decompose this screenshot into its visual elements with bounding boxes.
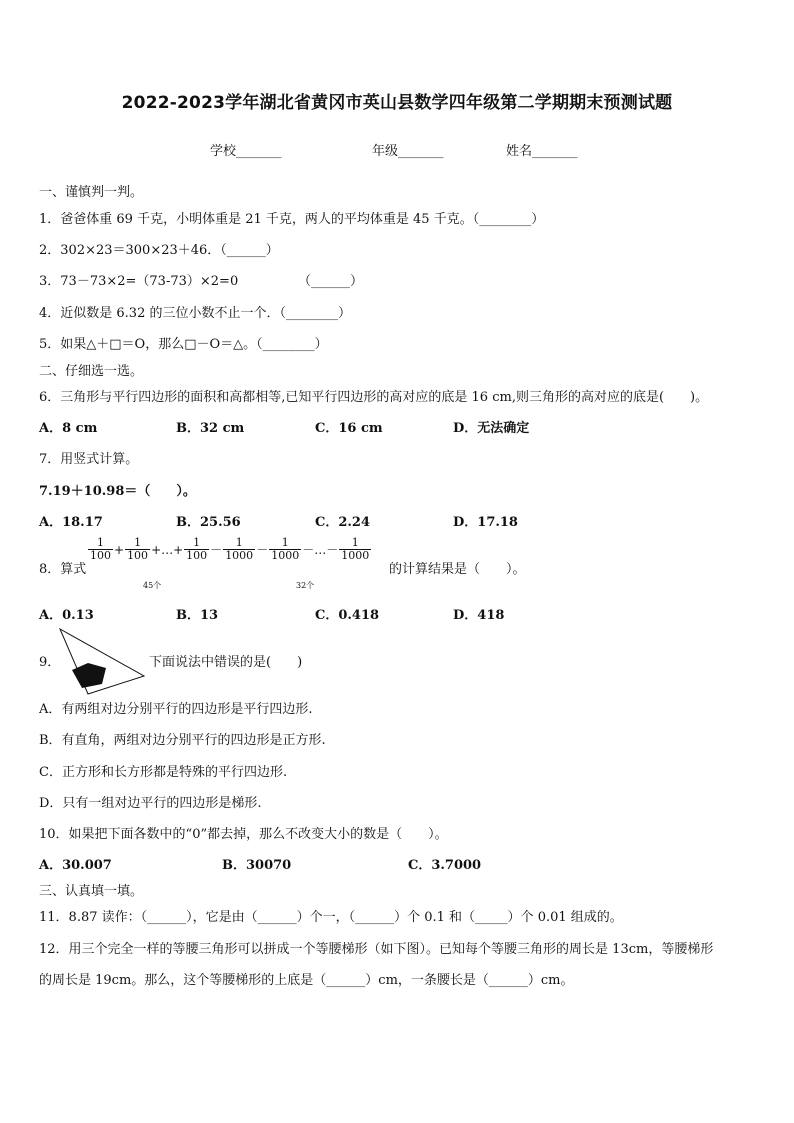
grade-field[interactable]: 年级_______ <box>372 144 444 159</box>
question-1: 1．爸爸体重 69 千克，小明体重是 21 千克，两人的平均体重是 45 千克。（________） <box>39 212 545 227</box>
fraction-4: $\frac{1}{1000}$ <box>225 536 254 562</box>
question-9-number: 9． <box>39 655 61 670</box>
question-7: 7．用竖式计算。 <box>39 452 139 467</box>
q7-option-a[interactable]: A．18.17 <box>39 515 103 530</box>
question-11: 11．8.87 读作：（______），它是由（______）个一，（______）个 0.1 和（_____）个 0.01 组成的。 <box>39 910 623 925</box>
q6-option-b[interactable]: B．32 cm <box>176 421 245 436</box>
fraction-6: $\frac{1}{1000}$ <box>341 536 370 562</box>
q7-option-d[interactable]: D．17.18 <box>453 515 518 530</box>
question-12-line-2: 的周长是 19cm。那么，这个等腰梯形的上底是（______）cm，一条腰长是（______）cm。 <box>39 973 574 988</box>
question-8-suffix: 的计算结果是（ ）。 <box>389 562 526 577</box>
q10-option-c[interactable]: C．3.7000 <box>408 858 482 873</box>
q6-option-d[interactable]: D．无法确定 <box>453 421 530 436</box>
fraction-3: $\frac{1}{100}$ <box>186 536 208 562</box>
name-field[interactable]: 姓名_______ <box>506 144 578 159</box>
q9-option-a[interactable]: A．有两组对边分别平行的四边形是平行四边形. <box>39 702 313 717</box>
question-9-text: 下面说法中错误的是( ) <box>149 655 303 670</box>
q9-option-d[interactable]: D．只有一组对边平行的四边形是梯形. <box>39 796 262 811</box>
question-10: 10．如果把下面各数中的“0”都去掉，那么不改变大小的数是（ ）。 <box>39 827 448 842</box>
section-3-heading: 三、认真填一填。 <box>39 884 144 899</box>
q8-option-d[interactable]: D．418 <box>453 608 505 623</box>
operator: +…+ <box>151 542 184 557</box>
operator: － <box>210 543 223 557</box>
fraction-1: $\frac{1}{100}$ <box>90 536 111 562</box>
q10-option-b[interactable]: B．30070 <box>222 858 292 873</box>
q8-option-c[interactable]: C．0.418 <box>315 608 380 623</box>
question-7-expression: 7.19＋10.98＝（ ）。 <box>39 484 196 499</box>
question-8-prefix: 8．算式 <box>39 562 87 577</box>
question-8-expression <box>88 537 371 577</box>
q9-option-c[interactable]: C．正方形和长方形都是特殊的平行四边形. <box>39 765 288 780</box>
q6-option-c[interactable]: C．16 cm <box>315 421 383 436</box>
section-1-heading: 一、谨慎判一判。 <box>39 185 144 200</box>
question-4: 4．近似数是 6.32 的三位小数不止一个．（________） <box>39 306 351 321</box>
fraction-5: $\frac{1}{1000}$ <box>271 536 300 562</box>
count-label-1: 45个 <box>143 581 162 590</box>
q6-option-a[interactable]: A．8 cm <box>39 421 98 436</box>
question-12-line-1: 12．用三个完全一样的等腰三角形可以拼成一个等腰梯形（如下图）。已知每个等腰三角形的周长是 13cm，等腰梯形 <box>39 942 714 957</box>
operator: － <box>256 543 269 557</box>
question-3: 3．73－73×2=（73-73）×2=0 <box>39 274 239 289</box>
fraction-2: $\frac{1}{100}$ <box>127 536 149 562</box>
question-5: 5．如果△＋□＝O，那么□－O＝△。（________） <box>39 337 328 352</box>
q9-option-b[interactable]: B．有直角，两组对边分别平行的四边形是正方形. <box>39 733 326 748</box>
question-2: 2．302×23＝300×23＋46．（______） <box>39 243 279 258</box>
q10-option-a[interactable]: A．30.007 <box>39 858 112 873</box>
q8-option-b[interactable]: B．13 <box>176 608 219 623</box>
section-2-heading: 二、仔细选一选。 <box>39 364 144 379</box>
q7-option-c[interactable]: C．2.24 <box>315 515 371 530</box>
q7-option-b[interactable]: B．25.56 <box>176 515 241 530</box>
school-field[interactable]: 学校_______ <box>210 144 282 159</box>
question-6: 6．三角形与平行四边形的面积和高都相等,已知平行四边形的高对应的底是 16 cm,则三角形的高对应的底是( )。 <box>39 390 709 405</box>
page-title: 2022-2023学年湖北省黄冈市英山县数学四年级第二学期期末预测试题 <box>121 93 673 113</box>
question-3-blank: （______） <box>298 274 364 289</box>
count-label-2: 32个 <box>296 581 315 590</box>
triangle-outline <box>60 629 144 694</box>
operator: + <box>114 542 125 557</box>
question-9-figure <box>58 626 148 696</box>
operator: －…－ <box>302 543 339 557</box>
shaded-quadrilateral <box>72 663 106 688</box>
q8-option-a[interactable]: A．0.13 <box>39 608 94 623</box>
